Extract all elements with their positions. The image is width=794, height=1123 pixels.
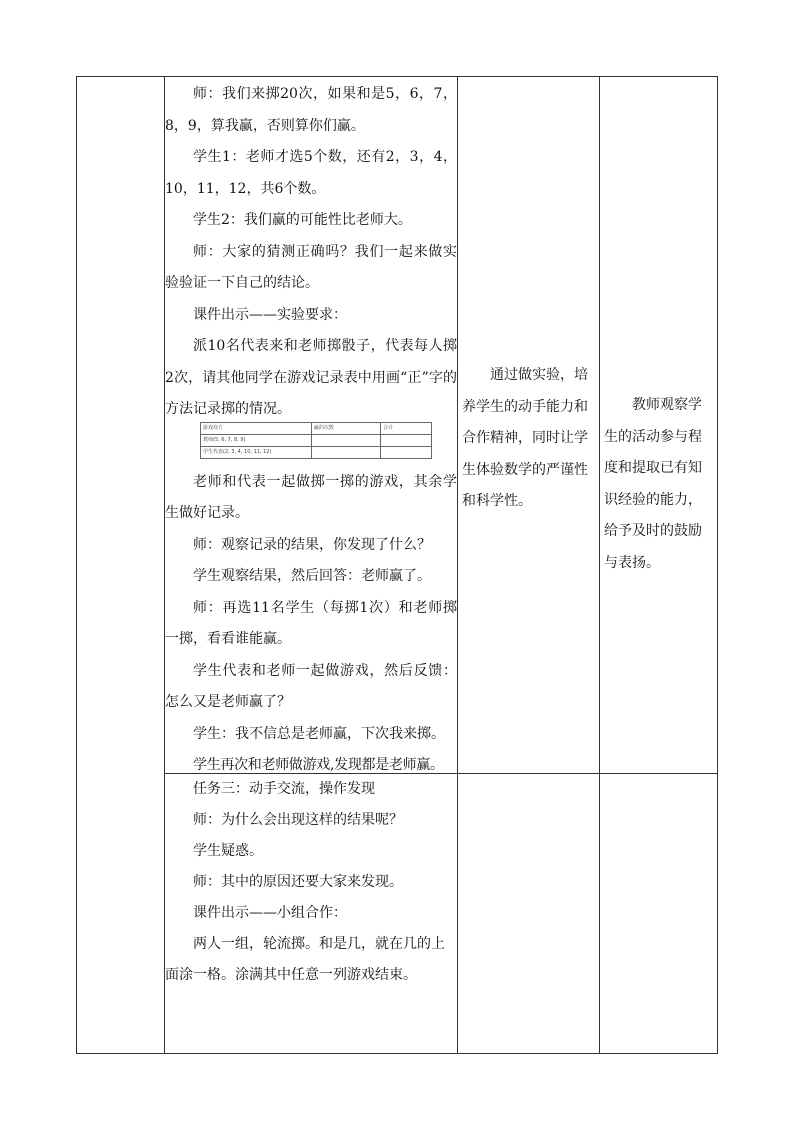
dialogue-paragraph: 师：再选11名学生（每掷1次）和老师掷一掷，看看谁能赢。	[165, 599, 457, 647]
table-cell	[311, 435, 380, 447]
dialogue-paragraph: 老师和代表一起做掷一掷的游戏，其余学生做好记录。	[165, 473, 457, 521]
dialogue-paragraph: 师：为什么会出现这样的结果呢？	[193, 812, 403, 828]
dialogue-paragraph: 课件出示——小组合作：	[193, 905, 347, 921]
assessment-cell	[600, 390, 716, 579]
table-cell	[311, 447, 380, 459]
dialogue-paragraph: 师：观察记录的结果，你发现了什么？	[193, 536, 431, 553]
task3-cell	[165, 774, 457, 991]
dialogue-paragraph: 师：我们来掷20次，如果和是5，6，7，8，9，算我赢，否则算你们赢。	[165, 86, 457, 134]
table-row	[201, 423, 432, 435]
table-cell	[381, 447, 432, 459]
dialogue-paragraph: 学生再次和老师做游戏,发现都是老师赢。	[193, 757, 444, 773]
table-cell: 学生代表(2, 3, 4, 10, 11, 12)	[201, 447, 312, 459]
dialogue-paragraph: 学生1：老师才选5个数，还有2，3，4，10，11，12，共6个数。	[165, 149, 457, 197]
design-intent-text: 通过做实验，培养学生的动手能力和合作精神，同时让学生体验数学的严谨性和科学性。	[462, 367, 588, 509]
dialogue-paragraph: 师：其中的原因还要大家来发现。	[193, 874, 403, 890]
design-intent-cell	[458, 360, 598, 518]
dialogue-paragraph: 师：大家的猜测正确吗？我们一起来做实验验证一下自己的结论。	[165, 243, 457, 291]
assessment-text: 教师观察学生的活动参与程度和提取已有知识经验的能力，给予及时的鼓励与表扬。	[604, 397, 702, 571]
table-row	[201, 447, 432, 459]
dialogue-paragraph: 学生疑惑。	[193, 843, 263, 859]
dialogue-paragraph: 学生代表和老师一起做游戏，然后反馈：怎么又是老师赢了？	[165, 662, 457, 710]
table-cell: 教师(5, 6, 7, 8, 9)	[201, 435, 312, 447]
dialogue-paragraph: 两人一组，轮流掷。和是几，就在几的上面涂一格。涂满其中任意一列游戏结束。	[165, 936, 445, 983]
table-header-cell: 赢的次数	[311, 423, 380, 435]
table-border-left	[76, 76, 77, 1054]
table-header-cell: 合计	[381, 423, 432, 435]
dialogue-paragraph: 学生观察结果，然后回答：老师赢了。	[193, 568, 431, 584]
table-border-right	[717, 76, 718, 1054]
dialogue-paragraph: 学生2：我们赢的可能性比老师大。	[193, 212, 412, 228]
table-border-bottom	[76, 1053, 718, 1054]
game-record-table	[200, 422, 432, 459]
table-row	[201, 435, 432, 447]
table-cell	[381, 435, 432, 447]
table-col-divider-2	[457, 76, 458, 1054]
dialogue-paragraph: 学生：我不信总是老师赢，下次我来掷。	[193, 725, 445, 742]
dialogue-paragraph: 课件出示——实验要求：	[193, 306, 347, 323]
task3-heading: 任务三：动手交流，操作发现	[193, 781, 375, 797]
dialogue-paragraph: 派10名代表来和老师掷骰子，代表每人掷2次，请其他同学在游戏记录表中用画“正”字的方法记录掷的情况。	[165, 338, 457, 417]
table-header-cell: 游戏双方	[201, 423, 312, 435]
